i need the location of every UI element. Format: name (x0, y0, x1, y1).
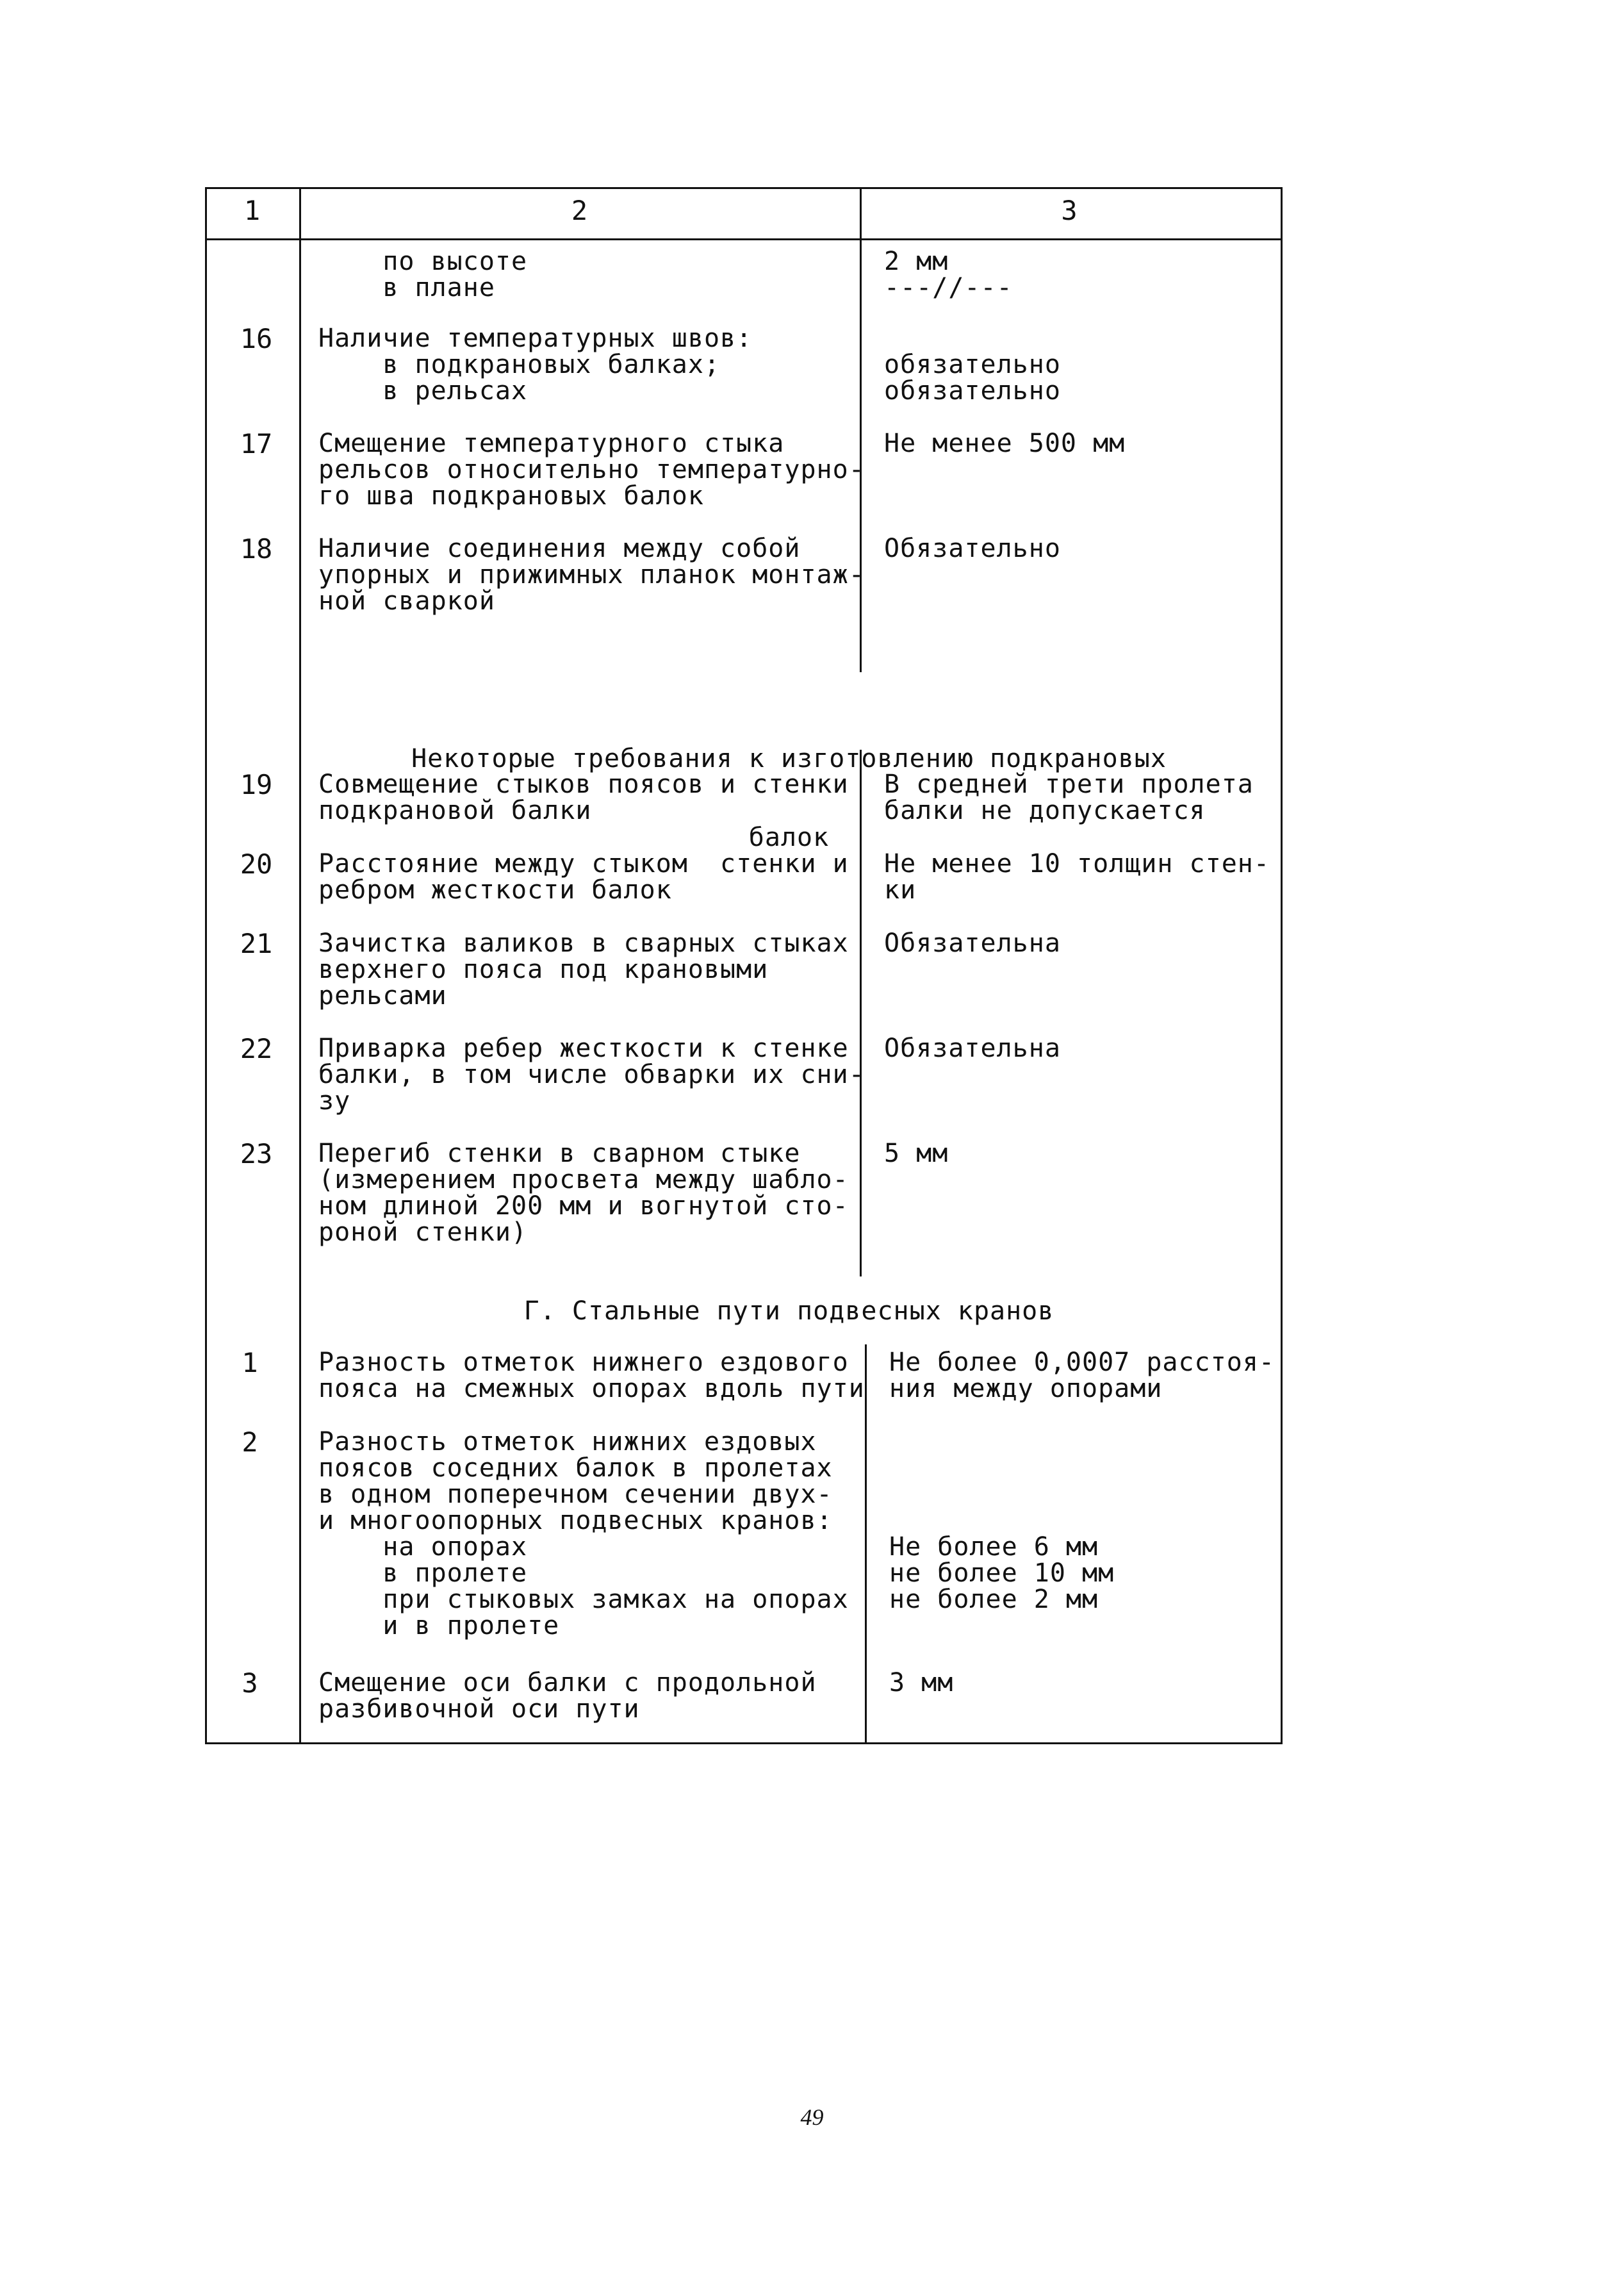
header-col-1: 1 (243, 195, 261, 226)
row-value-line: Обязательна (884, 1034, 1061, 1063)
row-description-line: упорных и прижимных планок монтаж- (318, 560, 865, 590)
row-value-line: не более 10 мм (889, 1558, 1115, 1588)
row-description-line: ребром жесткости балок (318, 875, 672, 905)
row-value-line: не более 2 мм (889, 1585, 1099, 1614)
row-value-line: ки (884, 875, 917, 905)
row-description-line: роной стенки) (318, 1218, 528, 1247)
row-value-line: 3 мм (889, 1668, 954, 1697)
row-value-line: 5 мм (884, 1139, 949, 1168)
page-number: 49 (800, 2104, 824, 2130)
row-description-line: го шва подкрановых балок (318, 481, 704, 511)
header-col-2: 2 (571, 195, 588, 226)
section-heading-1-line-1: Некоторые требования к изготовлению подкрановых (411, 744, 1167, 773)
row-description-line: Зачистка валиков в сварных стыках (318, 929, 849, 958)
row-number: 18 (240, 533, 273, 565)
row-value-line: В средней трети пролета (884, 770, 1254, 799)
row-description-line: зу (318, 1086, 351, 1116)
row-value-line: обязательно (884, 350, 1061, 379)
row-description-line: на опорах (318, 1532, 528, 1562)
row-value-line: обязательно (884, 376, 1061, 406)
row-value-line: Не менее 10 толщин стен- (884, 849, 1270, 879)
row-value-line: Не более 0,0007 расстоя- (889, 1348, 1275, 1377)
row-description-line: в плане (318, 273, 495, 302)
row-number: 1 (242, 1347, 258, 1378)
row-number: 22 (240, 1033, 273, 1064)
row-description-line: Расстояние между стыком стенки и (318, 849, 849, 879)
row-value-line: 2 мм (884, 247, 949, 276)
row-description-line: балки, в том числе обварки их сни- (318, 1060, 865, 1089)
row-description-line: в рельсах (318, 376, 528, 406)
row-number: 17 (240, 428, 273, 459)
row-number: 3 (242, 1667, 258, 1699)
row-number: 19 (240, 769, 273, 800)
row-description-line: Смещение температурного стыка (318, 429, 785, 458)
row-value-line: балки не допускается (884, 796, 1206, 825)
column-divider-2a (860, 187, 862, 672)
section-heading-1-line-2: балок (748, 823, 830, 852)
row-description-line: ной сваркой (318, 586, 495, 616)
header-divider (205, 238, 1281, 240)
row-description-line: Перегиб стенки в сварном стыке (318, 1139, 801, 1168)
row-value-line: Не менее 500 мм (884, 429, 1126, 458)
row-description-line: Смещение оси балки с продольной (318, 1668, 817, 1697)
row-description-line: и многоопорных подвесных кранов: (318, 1506, 833, 1535)
row-description-line: в подкрановых балках; (318, 350, 721, 379)
row-description-line: рельсов относительно температурно- (318, 455, 865, 484)
row-description-line: Разность отметок нижних ездовых (318, 1427, 817, 1457)
row-number: 21 (240, 928, 273, 959)
row-value-line: Обязательна (884, 929, 1061, 958)
row-description-line: поясов соседних балок в пролетах (318, 1453, 833, 1483)
row-description-line: ном длиной 200 мм и вогнутой сто- (318, 1191, 849, 1221)
column-divider-1 (299, 187, 301, 1742)
column-divider-2c (865, 1344, 867, 1742)
row-value-line: ---//--- (884, 273, 1013, 302)
row-description-line: при стыковых замках на опорах (318, 1585, 849, 1614)
row-description-line: Наличие температурных швов: (318, 324, 753, 353)
row-number: 2 (242, 1426, 258, 1458)
row-value-line: Обязательно (884, 534, 1061, 563)
row-number: 23 (240, 1138, 273, 1169)
header-col-3: 3 (1061, 195, 1078, 226)
row-number: 20 (240, 848, 273, 880)
row-value-line: Не более 6 мм (889, 1532, 1099, 1562)
row-description-line: по высоте (318, 247, 528, 276)
row-description-line: подкрановой балки (318, 796, 592, 825)
row-value-line: ния между опорами (889, 1374, 1163, 1403)
row-number: 16 (240, 323, 273, 354)
row-description-line: Приварка ребер жесткости к стенке (318, 1034, 849, 1063)
row-description-line: в одном поперечном сечении двух- (318, 1480, 833, 1509)
row-description-line: Наличие соединения между собой (318, 534, 801, 563)
row-description-line: Разность отметок нижнего ездового (318, 1348, 849, 1377)
row-description-line: рельсами (318, 981, 447, 1011)
row-description-line: пояса на смежных опорах вдоль пути (318, 1374, 865, 1403)
section-heading-2: Г. Стальные пути подвесных кранов (523, 1296, 1054, 1326)
row-description-line: Совмещение стыков поясов и стенки (318, 770, 849, 799)
row-description-line: верхнего пояса под крановыми (318, 955, 769, 984)
row-description-line: (измерением просвета между шабло- (318, 1165, 849, 1194)
row-description-line: и в пролете (318, 1611, 560, 1640)
row-description-line: разбивочной оси пути (318, 1694, 640, 1724)
row-description-line: в пролете (318, 1558, 528, 1588)
